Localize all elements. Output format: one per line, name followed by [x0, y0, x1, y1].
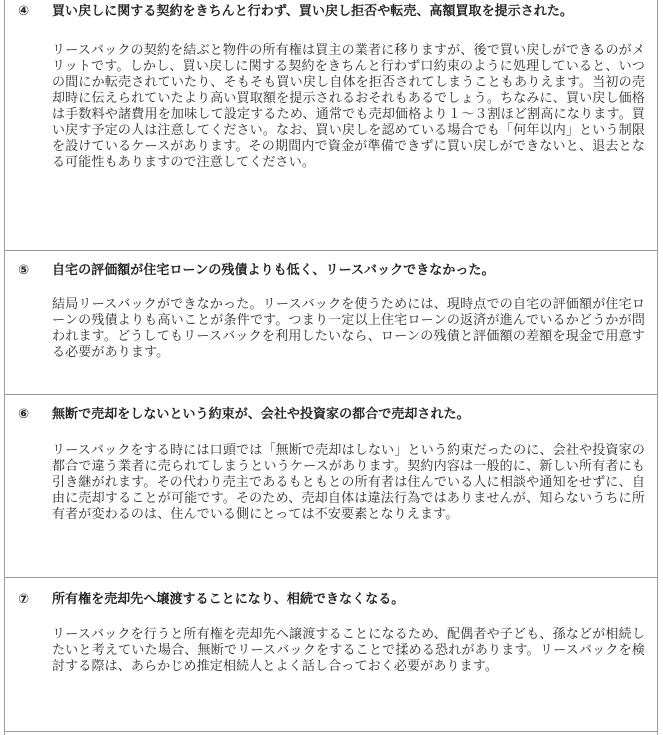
- section-7: [4, 577, 658, 732]
- section-4: [4, 0, 658, 251]
- next-section-edge: [4, 731, 658, 735]
- section-number: ⑤: [18, 263, 30, 278]
- section-heading: [5, 251, 657, 280]
- section-title: 買い戻しに関する契約をきちんと行わず、買い戻し拒否や転売、高額買取を提示された。: [52, 4, 573, 19]
- section-heading: [5, 0, 657, 21]
- section-number: ④: [18, 4, 30, 19]
- section-body: リースバックの契約を結ぶと物件の所有権は買主の業者に移りますが、後で買い戻しができるのがメリットです。しかし、買い戻しに関する契約をきちんと行わず口約束のように処理していると、いつの間にか転売されていたり、そもそも買い戻し自体を拒否されてしまうこともありえます。当初の売却時に伝えられていたより高い買取額を提示されるおそれもあるでしょう。ちなみに、買い戻し価格は手数料や諸費用を加味して設定するため、通常でも売却価格より１～３割ほど割高になります。買い戻す予定の人は注意してください。なお、買い戻しを認めている場合でも「何年以内」という制限を設けているケースがあります。その期間内で資金が準備できずに買い戻しができないと、退去となる可能性もありますので注意してください。: [52, 43, 645, 170]
- section-heading: [5, 395, 657, 424]
- section-5: [4, 250, 658, 395]
- section-title: 無断で売却をしないという約束が、会社や投資家の都合で売却された。: [52, 407, 470, 422]
- section-title: 自宅の評価額が住宅ローンの残債よりも低く、リースバックできなかった。: [52, 263, 495, 278]
- section-heading: [5, 578, 657, 609]
- section-6: [4, 394, 658, 578]
- section-number: ⑥: [18, 407, 30, 422]
- section-title: 所有権を売却先へ壌渡することになり、相続できなくなる。: [52, 592, 405, 607]
- section-body: リースバックをする時には口頭では「無断で売却はしない」という約束だったのに、会社や投資家の都合で違う業者に売られてしまうというケースがあります。契約内容は一般的に、新しい所有者にも引き継がれます。その代わり売主であるもともとの所有者は住んでいる人に相談や通知をせずに、自由に売却することが可能です。そのため、売却自体は違法行為ではありませんが、知らないうちに所有者が変わるのは、住んでいる側にとっては不安要素となりえます。: [52, 443, 645, 522]
- section-body: リースバックを行うと所有権を売却先へ譲渡することになるため、配偶者や子ども、孫などが相続したいと考えていた場合、無断でリースバックをすることで揉める恐れがあります。リースバックを検討する際は、あらかじめ推定相続人とよく話し合っておく必要があります。: [52, 627, 645, 674]
- section-body: 結局リースバックができなかった。リースバックを使うためには、現時点での自宅の評価額が住宅ローンの残債よりも高いことが条件です。つまり一定以上住宅ローンの返済が進んでいるかどうかが問われます。どうしてもリースバックを利用したいなら、ローンの残債と評価額の差額を現金で用意する必要があります。: [52, 297, 645, 360]
- section-number: ⑦: [18, 592, 30, 607]
